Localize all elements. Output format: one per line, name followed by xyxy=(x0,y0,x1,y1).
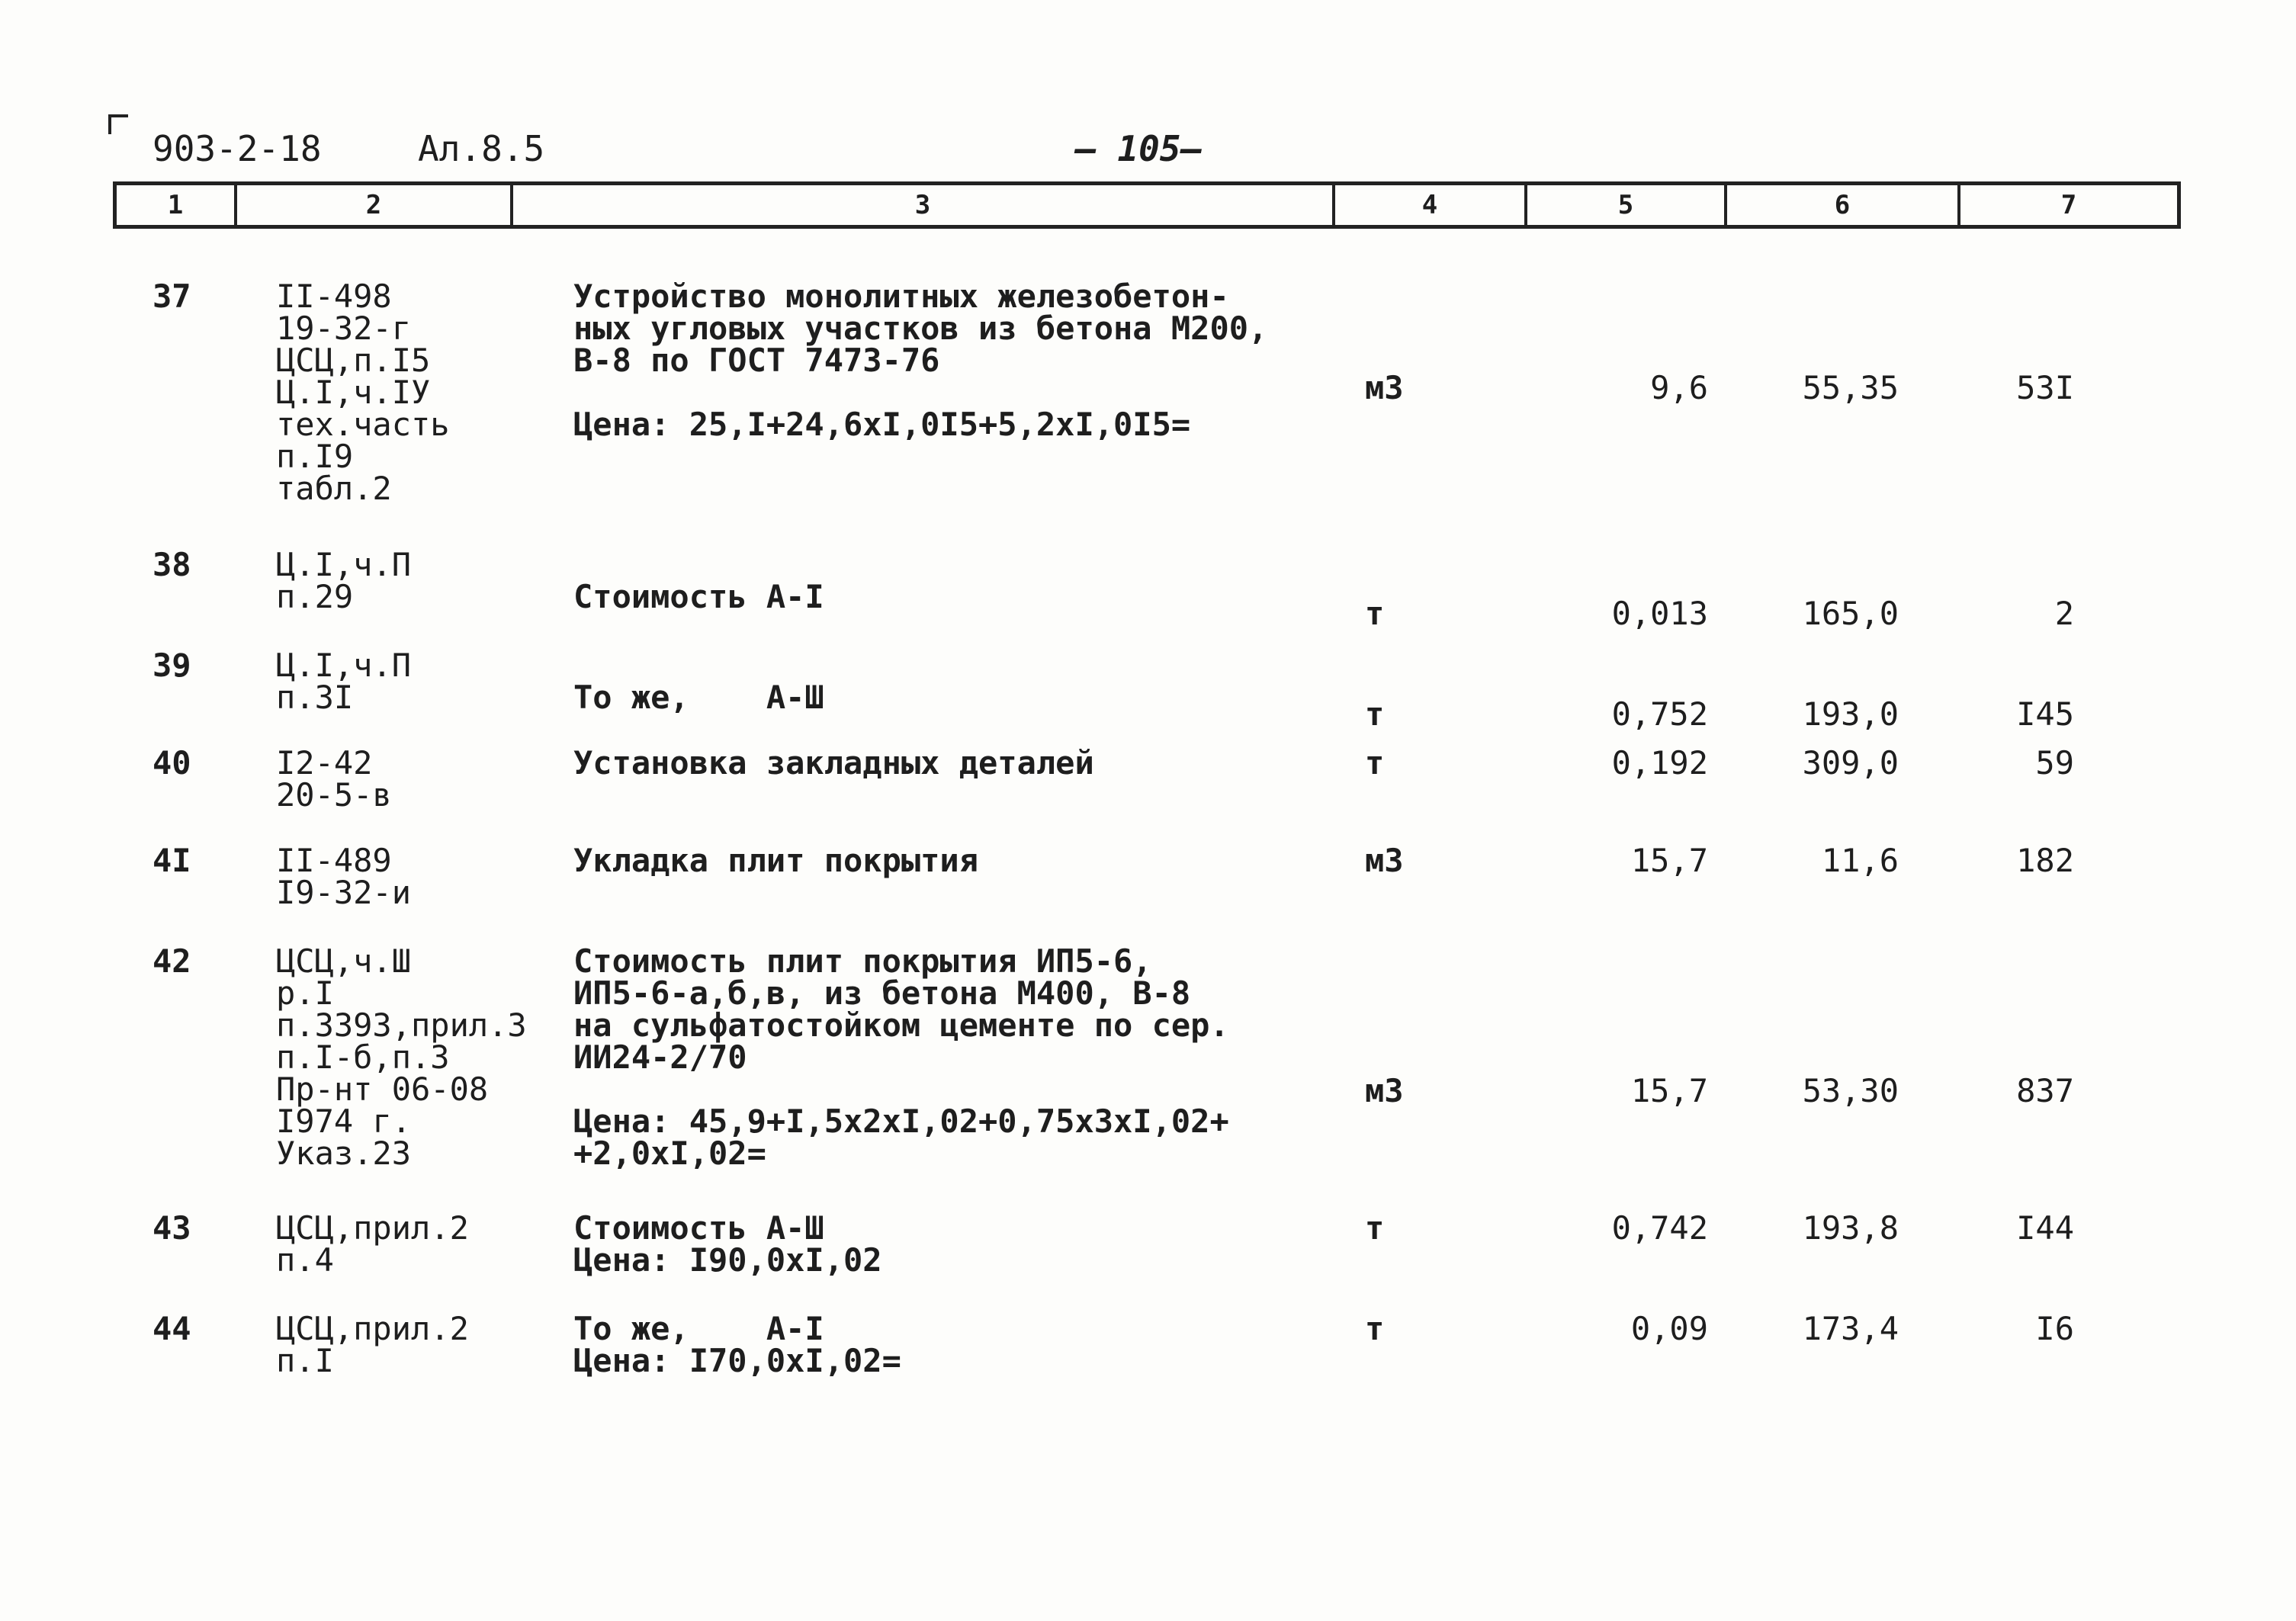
cell-price: 193,0 xyxy=(1802,695,1899,733)
cell-unit: м3 xyxy=(1365,1072,1404,1109)
cell-unit: т xyxy=(1365,1310,1385,1347)
cell-ref: ЦСЦ,прил.2 п.I xyxy=(276,1310,469,1379)
cell-total: 182 xyxy=(2016,842,2074,879)
cell-price: 173,4 xyxy=(1802,1310,1899,1347)
cell-no: 39 xyxy=(153,647,191,684)
page-number: — 105— xyxy=(1075,128,1203,169)
cell-total: I6 xyxy=(2035,1310,2074,1347)
column-header: 5 xyxy=(1527,185,1727,225)
cell-ref: ЦСЦ,прил.2 п.4 xyxy=(276,1209,469,1279)
cell-total: I45 xyxy=(2016,695,2074,733)
cell-price: 165,0 xyxy=(1802,595,1899,632)
cell-price: 55,35 xyxy=(1802,369,1899,406)
column-header: 1 xyxy=(117,185,237,225)
cell-qty: 0,013 xyxy=(1611,595,1708,632)
cell-desc: Стоимость А-I xyxy=(573,578,824,615)
cell-ref: I2-42 20-5-в xyxy=(276,744,392,814)
cell-desc: Устройство монолитных железобетон- ных угловых участков из бетона М200, В-8 по ГОСТ 7473-76 Цена: 25,I+24,6хI,0I5+5,2хI,0I5= xyxy=(573,278,1268,443)
cell-ref: Ц.I,ч.П п.29 xyxy=(276,546,412,615)
cell-price: 193,8 xyxy=(1802,1209,1899,1247)
cell-unit: т xyxy=(1365,695,1385,733)
cell-desc: Установка закладных деталей xyxy=(573,744,1094,782)
cell-total: 59 xyxy=(2035,744,2074,782)
cell-ref: II-498 19-32-г ЦСЦ,п.I5 Ц.I,ч.IУ тех.часть п.I9 табл.2 xyxy=(276,278,450,507)
cell-qty: 0,09 xyxy=(1630,1310,1708,1347)
cell-unit: м3 xyxy=(1365,842,1404,879)
cell-desc: Стоимость А-Ш Цена: I90,0хI,02 xyxy=(573,1209,882,1279)
cell-ref: II-489 I9-32-и xyxy=(276,842,412,911)
cell-no: 42 xyxy=(153,942,191,980)
cell-unit: т xyxy=(1365,595,1385,632)
cell-ref: ЦСЦ,ч.Ш р.I п.3393,прил.3 п.I-б,п.3 Пр-нт 06-08 I974 г. Указ.23 xyxy=(276,942,527,1172)
cell-ref: Ц.I,ч.П п.3I xyxy=(276,647,412,716)
cell-qty: 0,742 xyxy=(1611,1209,1708,1247)
cell-price: 11,6 xyxy=(1821,842,1899,879)
cell-unit: т xyxy=(1365,744,1385,782)
cell-desc: То же, А-I Цена: I70,0хI,02= xyxy=(573,1310,901,1379)
cell-no: 37 xyxy=(153,278,191,315)
column-header: 6 xyxy=(1727,185,1960,225)
cell-total: 53I xyxy=(2016,369,2074,406)
cell-qty: 0,752 xyxy=(1611,695,1708,733)
cell-qty: 9,6 xyxy=(1650,369,1708,406)
cell-qty: 15,7 xyxy=(1630,842,1708,879)
doc-code: 903-2-18 xyxy=(153,128,322,169)
album-label: Ал.8.5 xyxy=(418,128,545,169)
cell-total: I44 xyxy=(2016,1209,2074,1247)
cell-no: 4I xyxy=(153,842,191,879)
cell-desc: То же, А-Ш xyxy=(573,679,824,716)
cell-desc: Стоимость плит покрытия ИП5-6, ИП5-6-а,б,в, из бетона М400, В-8 на сульфатостойком цементе по сер. ИИ24-2/70 Цена: 45,9+I,5х2хI,02+0,75х3хI,02+ +2,0хI,02= xyxy=(573,942,1229,1172)
column-header: 4 xyxy=(1335,185,1527,225)
cell-desc: Укладка плит покрытия xyxy=(573,842,979,879)
cell-unit: т xyxy=(1365,1209,1385,1247)
cell-no: 43 xyxy=(153,1209,191,1247)
column-header: 7 xyxy=(2060,190,2077,220)
cell-price: 53,30 xyxy=(1802,1072,1899,1109)
cell-no: 38 xyxy=(153,546,191,583)
cell-qty: 15,7 xyxy=(1630,1072,1708,1109)
cell-unit: м3 xyxy=(1365,369,1404,406)
cell-no: 40 xyxy=(153,744,191,782)
cell-total: 2 xyxy=(2054,595,2074,632)
cell-total: 837 xyxy=(2016,1072,2074,1109)
cell-price: 309,0 xyxy=(1802,744,1899,782)
column-header: 3 xyxy=(513,185,1335,225)
cell-no: 44 xyxy=(153,1310,191,1347)
cell-qty: 0,192 xyxy=(1611,744,1708,782)
column-header: 2 xyxy=(237,185,513,225)
